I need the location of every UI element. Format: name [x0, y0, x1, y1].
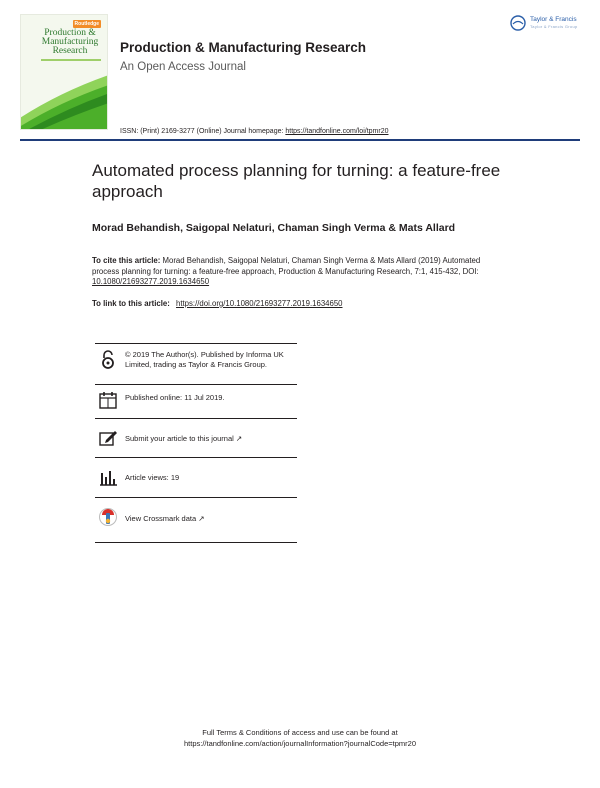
publisher-logo-subtext: Taylor & Francis Group [530, 24, 578, 29]
submit-article-link[interactable]: Submit your article to this journal ↗ [125, 434, 243, 443]
article-authors: Morad Behandish, Saigopal Nelaturi, Chaman Singh Verma & Mats Allard [92, 222, 456, 234]
publisher-logo-text: Taylor & Francis [530, 16, 577, 23]
header-divider [20, 139, 580, 141]
crossmark-row[interactable] [98, 507, 298, 533]
license-row [98, 350, 298, 384]
info-rule-4 [95, 497, 297, 498]
journal-homepage-link[interactable]: https://tandfonline.com/loi/tpmr20 [285, 128, 389, 135]
cover-title: Production & Manufacturing Research [41, 28, 99, 56]
cite-label: To cite this article: [92, 256, 161, 265]
article-doi-url[interactable]: https://doi.org/10.1080/21693277.2019.1634650 [176, 299, 343, 308]
calendar-icon [98, 390, 118, 410]
article-views: Article views: 19 [125, 473, 180, 482]
publisher-logo[interactable] [510, 15, 590, 39]
external-link-icon: ↗ [198, 514, 205, 523]
footer-line-1: Full Terms & Conditions of access and use can be found at [202, 728, 398, 737]
submit-row[interactable] [98, 428, 298, 450]
bar-chart-icon [98, 467, 118, 487]
info-top-rule [95, 343, 297, 344]
footer-terms-link[interactable]: https://tandfonline.com/action/journalInformation?journalCode=tpmr20 [183, 739, 416, 748]
cite-text: Morad Behandish, Saigopal Nelaturi, Chaman Singh Verma & Mats Allard (2019) Automated process planning for turning: a feature-free approach, Production & Manufacturing Research, 7:1, 415-432, DOI: [92, 256, 481, 276]
link-label: To link to this article: [92, 299, 170, 308]
info-bottom-rule [95, 542, 297, 543]
article-title: Automated process planning for turning: a feature-free approach [92, 161, 501, 201]
footer [0, 727, 600, 749]
publisher-logo-icon [510, 15, 526, 31]
info-rule-1 [95, 384, 297, 385]
edit-icon [98, 428, 118, 448]
open-access-icon [98, 350, 118, 370]
cover-badge: Routledge [74, 21, 99, 27]
info-rule-2 [95, 418, 297, 419]
external-link-icon: ↗ [235, 434, 243, 443]
published-date: Published online: 11 Jul 2019. [125, 393, 225, 402]
journal-subtitle: An Open Access Journal [120, 61, 246, 73]
journal-title: Production & Manufacturing Research [120, 40, 367, 55]
views-row [98, 467, 298, 489]
license-text: © 2019 The Author(s). Published by Informa UK Limited, trading as Taylor & Francis Group. [125, 350, 284, 369]
citation-block [92, 256, 492, 288]
crossmark-icon [98, 507, 118, 527]
crossmark-link[interactable]: View Crossmark data ↗ [125, 514, 205, 523]
cover-subtitle-bar [41, 59, 101, 61]
cover-swoosh-graphic [20, 69, 108, 130]
info-rule-3 [95, 457, 297, 458]
doi-link[interactable]: 10.1080/21693277.2019.1634650 [92, 277, 210, 286]
article-link-block [92, 299, 343, 308]
issn-line: ISSN: (Print) 2169-3277 (Online) Journal homepage: https://tandfonline.com/loi/tpmr20 [120, 128, 389, 135]
published-row [98, 390, 298, 412]
journal-cover-image [20, 14, 108, 130]
